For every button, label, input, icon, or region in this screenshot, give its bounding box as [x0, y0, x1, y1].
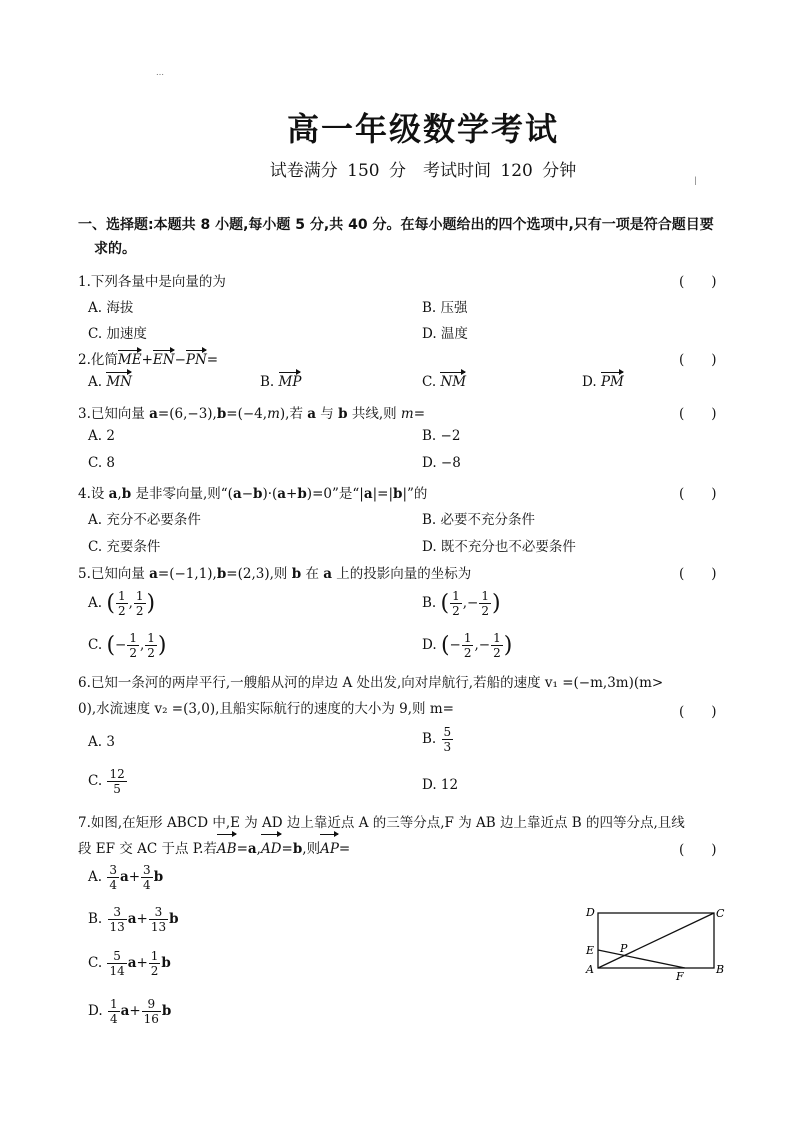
q5-b-lparen: ( — [440, 591, 450, 616]
q7-a-d2: 4 — [143, 878, 151, 892]
q2-option-c-vector: NM — [440, 374, 467, 390]
q5-c-frac1 — [127, 632, 139, 659]
q7-line2 — [78, 836, 728, 862]
q5-option-c — [88, 632, 167, 659]
q5-b-neg: − — [467, 595, 479, 611]
question-2-answer-paren: ( ) — [679, 352, 717, 368]
q5-d-frac2 — [491, 632, 503, 659]
q6-option-c-num: 12 — [109, 767, 125, 781]
q6-option-c-frac — [107, 768, 126, 795]
q5-d-frac1-den: 2 — [463, 646, 472, 660]
q5-c-rparen: ) — [157, 633, 167, 658]
q3-text-2: =(6,−3), — [157, 406, 217, 422]
label-c: C — [716, 907, 725, 920]
q7-l2-vb: b — [292, 841, 303, 857]
exam-subtitle: 试卷满分 150 分 考试时间 120 分钟 — [269, 161, 577, 181]
q4-option-a: A. 充分不必要条件 — [88, 512, 201, 528]
q5-c-frac1-den: 2 — [129, 646, 137, 660]
q7-b-label: B. — [88, 911, 107, 927]
q2-option-d — [582, 374, 624, 390]
q7-b-frac1 — [108, 906, 127, 933]
label-e: E — [586, 944, 595, 957]
q4-vec-b2: b — [253, 486, 263, 502]
q6-option-c — [88, 768, 128, 795]
q7-d-va: a — [120, 1003, 130, 1019]
question-2-stem — [78, 348, 218, 368]
label-d: D — [586, 906, 595, 919]
q7-a-frac2 — [141, 864, 153, 891]
label-b: B — [716, 963, 725, 976]
q5-text-5: 上的投影向量的坐标为 — [332, 566, 472, 582]
question-5-answer-paren: ( ) — [679, 566, 717, 582]
q4-text-4: )·( — [262, 486, 278, 502]
q5-vec-a2: a — [323, 566, 332, 582]
q6-option-b-den: 3 — [443, 740, 452, 754]
q2-option-d-label: D. — [582, 374, 601, 390]
q7-a-frac1 — [107, 864, 119, 891]
q2-option-d-vector: PM — [600, 374, 624, 390]
q3-option-c: C. 8 — [88, 455, 116, 471]
q7-c-frac1 — [107, 950, 126, 977]
q5-text-2: =(−1,1), — [157, 566, 217, 582]
q5-c-frac2-num: 1 — [147, 631, 155, 645]
q7-b-n1: 3 — [108, 906, 127, 920]
q7-c-d1: 14 — [109, 964, 125, 978]
q5-d-rparen: ) — [503, 633, 513, 658]
q6-option-b-num: 5 — [443, 725, 452, 739]
diagonal-ac — [598, 913, 714, 968]
q6-line1: 6.已知一条河的两岸平行,一艘船从河的岸边 A 处出发,向对岸航行,若船的速度 v₁ =(−m,3m)(m> — [78, 675, 664, 691]
q3-var-m: m — [267, 406, 280, 422]
q3-vec-a: a — [149, 406, 158, 422]
question-3-stem — [78, 402, 425, 422]
q2-minus: − — [174, 352, 186, 368]
q7-b-vb: b — [169, 911, 179, 927]
q3-option-a: A. 2 — [88, 428, 115, 444]
q7-b-d1: 13 — [109, 920, 125, 934]
q4-vec-a: a — [108, 486, 118, 502]
q7-c-n2: 1 — [150, 949, 159, 963]
q5-c-neg: − — [115, 637, 127, 653]
q5-option-c-label: C. — [88, 637, 107, 653]
q2-eq: = — [206, 352, 219, 368]
q5-d-frac2-den: 2 — [493, 646, 501, 660]
q3-vec-b2: b — [338, 406, 348, 422]
vector-en: EN — [152, 352, 175, 368]
q6-option-c-den: 5 — [113, 782, 121, 796]
q5-text-4: 在 — [301, 566, 324, 582]
section-heading — [78, 213, 728, 261]
q2-option-c-label: C. — [422, 374, 441, 390]
question-1-answer-paren: ( ) — [679, 274, 717, 290]
corner-mark: … — [156, 68, 164, 77]
q4-text-2: 是非零向量,则“( — [131, 486, 233, 502]
q5-option-b-label: B. — [422, 595, 441, 611]
q5-option-d — [422, 632, 512, 659]
q7-c-va: a — [127, 955, 137, 971]
q7-a-label: A. — [88, 869, 107, 885]
q7-a-n2: 3 — [143, 863, 151, 877]
q5-b-frac1 — [450, 590, 462, 617]
side-mark: | — [694, 176, 697, 185]
q4-vec-b: b — [121, 486, 132, 502]
q4-text-5: + — [286, 486, 298, 502]
q5-b-comma: , — [462, 595, 468, 611]
question-7-answer-paren: ( ) — [679, 842, 717, 858]
q7-d-n2: 9 — [142, 998, 161, 1012]
q7-c-label: C. — [88, 955, 107, 971]
q2-plus: + — [141, 352, 153, 368]
q7-b-d2: 13 — [150, 920, 167, 934]
q3-vec-a2: a — [307, 406, 316, 422]
q2-option-a-vector: MN — [106, 374, 132, 390]
q5-b-frac2 — [479, 590, 491, 617]
label-a: A — [586, 963, 594, 976]
q7-option-b — [88, 906, 179, 933]
q5-c-frac2-den: 2 — [147, 646, 155, 660]
q7-l2-a: 段 EF 交 AC 于点 P.若 — [78, 841, 217, 857]
q5-a-rparen: ) — [146, 591, 156, 616]
q5-text-1: 5.已知向量 — [78, 566, 150, 582]
q2-option-b-label: B. — [260, 374, 279, 390]
question-3-answer-paren: ( ) — [679, 406, 717, 422]
q7-d-n1: 1 — [109, 997, 118, 1011]
q6-line2: 0),水流速度 v₂ =(3,0),且船实际航行的速度的大小为 9,则 m= — [78, 701, 454, 717]
q7-l2-c: , — [256, 841, 261, 857]
q3-option-d: D. −8 — [422, 455, 461, 471]
question-4-answer-paren: ( ) — [679, 486, 717, 502]
section-heading-line2: 求的。 — [94, 241, 136, 257]
q7-a-d1: 4 — [109, 878, 117, 892]
segment-ef — [598, 950, 685, 968]
q7-b-plus: + — [136, 911, 148, 927]
q5-b-rparen: ) — [492, 591, 501, 616]
vector-ad: AD — [261, 836, 282, 862]
q3-vec-b: b — [216, 406, 227, 422]
q2-prefix: 2.化简 — [78, 352, 118, 368]
q5-a-frac2-den: 2 — [135, 604, 144, 618]
q7-c-plus: + — [136, 955, 148, 971]
q7-c-d2: 2 — [150, 964, 159, 978]
q5-option-b — [422, 590, 501, 617]
q4-vec-a4: a — [363, 486, 373, 502]
q5-d-frac1-num: 1 — [463, 631, 472, 645]
q5-a-frac1-den: 2 — [117, 604, 126, 618]
q5-vec-b2: b — [291, 566, 302, 582]
question-6-stem — [78, 670, 728, 722]
q5-b-frac2-den: 2 — [481, 604, 489, 618]
q4-text-7: |=| — [372, 486, 393, 502]
q6-option-b-frac — [442, 726, 454, 753]
q5-vec-a: a — [149, 566, 158, 582]
q3-text-4: ),若 — [279, 406, 308, 422]
q7-option-a — [88, 864, 163, 891]
q5-d-neg1: − — [449, 637, 461, 653]
q5-a-frac1-num: 1 — [117, 589, 126, 603]
q5-c-comma: , — [139, 637, 145, 653]
q7-option-c — [88, 950, 171, 977]
q5-a-comma: , — [128, 595, 133, 611]
q5-d-frac2-num: 1 — [493, 631, 501, 645]
q3-text-3: =(−4, — [226, 406, 268, 422]
q1-option-c: C. 加速度 — [88, 326, 147, 342]
q3-text-1: 3.已知向量 — [78, 406, 150, 422]
section-heading-line1: 一、选择题:本题共 8 小题,每小题 5 分,共 40 分。在每小题给出的四个选项中,只有一项是符合题目要 — [78, 217, 714, 233]
vector-ab: AB — [217, 836, 237, 862]
q6-option-b — [422, 726, 454, 753]
q1-option-d: D. 温度 — [422, 326, 468, 342]
q7-l2-f: = — [338, 841, 351, 857]
q7-b-va: a — [127, 911, 137, 927]
q7-a-n1: 3 — [109, 863, 117, 877]
q4-vec-b4: b — [393, 486, 403, 502]
q7-l2-va: a — [247, 841, 257, 857]
q2-option-b-vector: MP — [278, 374, 302, 390]
label-f: F — [676, 970, 684, 983]
q5-a-frac2 — [134, 590, 146, 617]
q7-d-frac2 — [142, 998, 161, 1025]
label-p: P — [620, 942, 628, 955]
q5-c-frac1-num: 1 — [129, 631, 137, 645]
q3-text-5: 与 — [316, 406, 339, 422]
q5-a-frac1 — [116, 590, 128, 617]
vector-pn: PN — [185, 352, 207, 368]
q5-d-comma: , — [474, 637, 479, 653]
vector-ap: AP — [320, 836, 339, 862]
q5-c-frac2 — [145, 632, 157, 659]
q4-text-8: |”的 — [402, 486, 428, 502]
q5-text-3: =(2,3),则 — [226, 566, 292, 582]
q7-a-plus: + — [128, 869, 141, 885]
q5-vec-b: b — [216, 566, 227, 582]
question-1-stem: 1.下列各量中是向量的为 — [78, 274, 226, 290]
q2-option-c — [422, 374, 466, 390]
q6-option-c-label: C. — [88, 773, 107, 789]
q1-option-a: A. 海拔 — [88, 300, 134, 316]
q7-l2-b: = — [236, 841, 248, 857]
q7-d-d2: 16 — [143, 1012, 159, 1026]
q4-vec-a3: a — [277, 486, 287, 502]
q3-option-b: B. −2 — [422, 428, 461, 444]
q4-text-6: )=0”是“| — [306, 486, 364, 502]
q2-option-a — [88, 374, 132, 390]
q7-a-vb: b — [153, 869, 164, 885]
q5-a-frac2-num: 1 — [135, 589, 144, 603]
q3-text-6: 共线,则 — [347, 406, 401, 422]
q5-d-frac1 — [462, 632, 474, 659]
q7-c-frac2 — [149, 950, 161, 977]
q6-option-b-label: B. — [422, 731, 441, 747]
q5-option-a-label: A. — [88, 595, 107, 611]
q7-b-n2: 3 — [149, 906, 168, 920]
q7-l2-d: = — [281, 841, 293, 857]
q4-text-1: 4.设 — [78, 486, 109, 502]
q4-vec-a2: a — [232, 486, 242, 502]
q7-d-vb: b — [161, 1003, 172, 1019]
q6-option-a: A. 3 — [88, 734, 115, 750]
q3-text-7: = — [413, 406, 426, 422]
q5-option-a — [88, 590, 155, 617]
q7-b-frac2 — [149, 906, 168, 933]
q1-option-b: B. 压强 — [422, 300, 468, 316]
q7-d-d1: 4 — [109, 1012, 118, 1026]
question-6-answer-paren: ( ) — [679, 704, 717, 720]
q7-l2-e: ,则 — [302, 841, 321, 857]
q5-c-lparen: ( — [106, 633, 116, 658]
q3-var-m2: m — [400, 406, 414, 422]
q4-option-c: C. 充要条件 — [88, 539, 161, 555]
q7-line1: 7.如图,在矩形 ABCD 中,E 为 AD 边上靠近点 A 的三等分点,F 为 AB 边上靠近点 B 的四等分点,且线 — [78, 815, 685, 831]
q7-a-va: a — [119, 869, 129, 885]
q2-option-b — [260, 374, 301, 390]
q4-vec-b3: b — [297, 486, 307, 502]
question-7-stem — [78, 810, 728, 862]
q7-c-n1: 5 — [107, 950, 126, 964]
q5-a-lparen: ( — [106, 591, 115, 616]
q2-option-a-label: A. — [88, 374, 107, 390]
exam-title: 高一年级数学考试 — [286, 110, 559, 148]
q4-comma: , — [117, 486, 122, 502]
q7-d-frac1 — [108, 998, 120, 1025]
question-5-stem — [78, 562, 471, 582]
q7-option-d — [88, 998, 171, 1025]
q6-option-d: D. 12 — [422, 777, 459, 793]
q5-b-frac1-num: 1 — [452, 589, 460, 603]
q7-c-vb: b — [161, 955, 171, 971]
rectangle-abcd-figure — [584, 904, 730, 984]
q7-d-label: D. — [88, 1003, 107, 1019]
q5-b-frac2-num: 1 — [481, 589, 489, 603]
q4-option-d: D. 既不充分也不必要条件 — [422, 539, 576, 555]
q5-option-d-label: D. — [422, 637, 441, 653]
q4-text-3: − — [241, 486, 253, 502]
q7-d-plus: + — [129, 1003, 141, 1019]
vector-me: ME — [117, 352, 142, 368]
question-4-stem — [78, 482, 427, 502]
q5-b-frac1-den: 2 — [452, 604, 460, 618]
q5-d-neg2: − — [478, 637, 491, 653]
q5-d-lparen: ( — [440, 633, 450, 658]
q4-option-b: B. 必要不充分条件 — [422, 512, 536, 528]
